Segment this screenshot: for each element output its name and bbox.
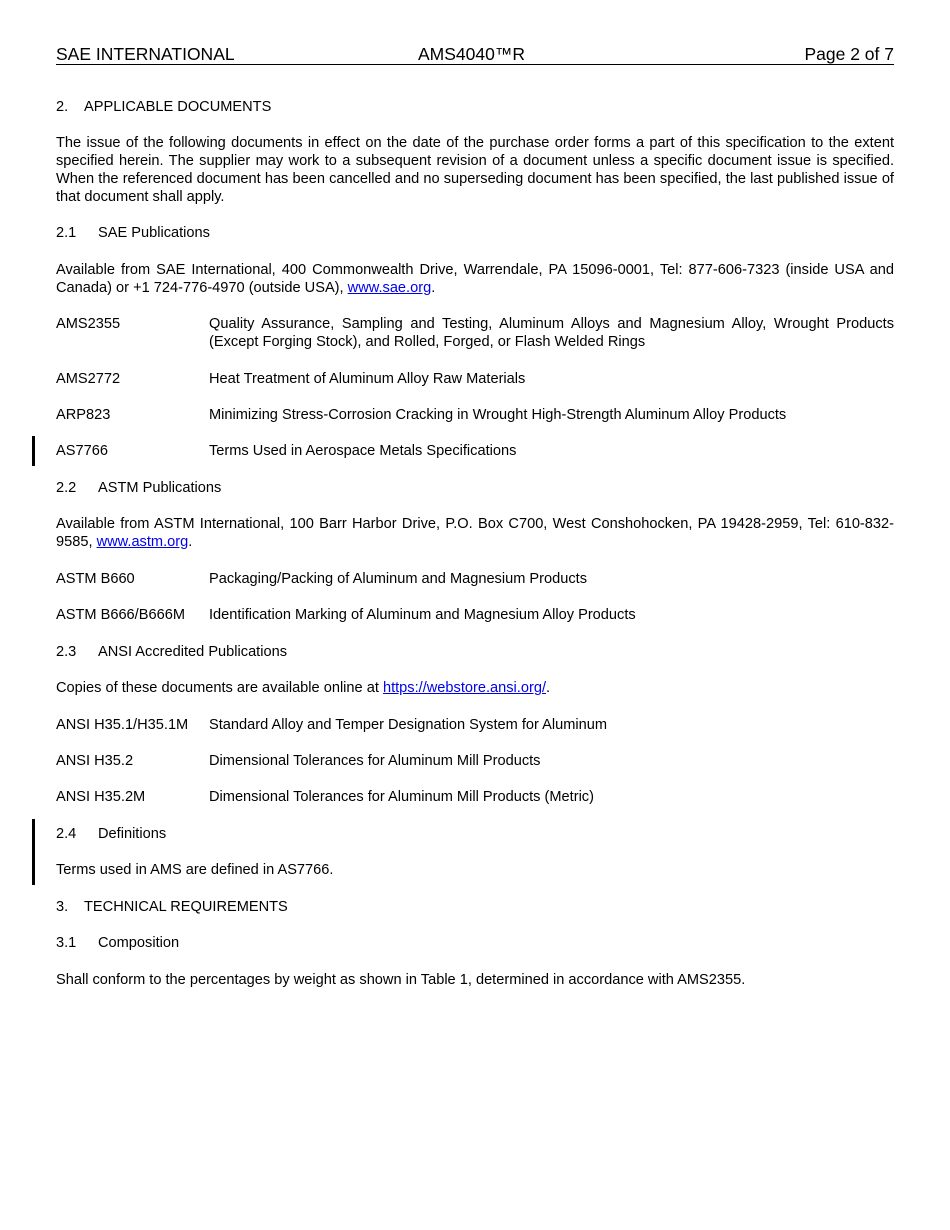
subsection-2-4-heading — [56, 825, 894, 843]
reference-title: Dimensional Tolerances for Aluminum Mill Products (Metric) — [209, 789, 594, 805]
availability-end: . — [431, 280, 436, 296]
sae-website-link[interactable]: www.sae.org — [347, 280, 432, 296]
astm-availability — [56, 515, 894, 551]
reference-code: AS7766 — [56, 443, 108, 459]
reference-code: ANSI H35.1/H35.1M — [56, 717, 189, 733]
subsection-number: 2.3 — [56, 644, 77, 660]
availability-end: . — [188, 534, 193, 550]
ansi-webstore-link[interactable]: https://webstore.ansi.org/ — [382, 680, 546, 696]
definitions-text: Terms used in AMS are defined in AS7766. — [56, 862, 334, 878]
subsection-2-1-heading — [56, 224, 894, 242]
reference-title: Minimizing Stress-Corrosion Cracking in Wrought High-Strength Aluminum Alloy Products — [209, 407, 787, 423]
change-bar — [32, 436, 35, 466]
header-page-number: Page 2 of 7 — [804, 44, 894, 64]
reference-code: AMS2772 — [56, 371, 121, 387]
change-bar — [32, 819, 35, 885]
reference-code: AMS2355 — [56, 316, 121, 332]
availability-text: Copies of these documents are available online at — [56, 680, 383, 696]
reference-title: Terms Used in Aerospace Metals Specifications — [209, 443, 517, 459]
subsection-title: ASTM Publications — [98, 480, 222, 496]
subsection-title: ANSI Accredited Publications — [98, 644, 288, 660]
composition-text: Shall conform to the percentages by weight as shown in Table 1, determined in accordance with AMS2355. — [56, 972, 746, 988]
subsection-2-3-heading — [56, 643, 894, 661]
reference-code: ARP823 — [56, 407, 111, 423]
reference-code: ASTM B666/B666M — [56, 607, 185, 623]
reference-code: ANSI H35.2 — [56, 753, 134, 769]
astm-website-link[interactable]: www.astm.org — [96, 534, 189, 550]
section-title: TECHNICAL REQUIREMENTS — [84, 899, 288, 915]
section-number: 3. — [56, 899, 69, 915]
page-header — [56, 44, 894, 65]
reference-title: Packaging/Packing of Aluminum and Magnesium Products — [209, 571, 588, 587]
subsection-3-1-heading — [56, 934, 894, 952]
subsection-title: SAE Publications — [98, 225, 210, 241]
header-document-id: AMS4040™R — [418, 44, 525, 64]
sae-availability — [56, 261, 894, 297]
subsection-number: 3.1 — [56, 935, 77, 951]
section-3-heading — [56, 898, 894, 916]
section-2-intro: The issue of the following documents in effect on the date of the purchase order forms a part of this specification to the extent specified herein. The supplier may work to a subsequent revision of a document unless a specific document issue is specified. When the referenced document has been cancelled and no superseding document has been specified, the last published issue of that document shall apply. — [56, 135, 894, 205]
section-2-heading — [56, 98, 894, 116]
availability-text: Available from SAE International, 400 Commonwealth Drive, Warrendale, PA 15096-0001, Tel: 877-606-7323 (inside USA and Canada) or +1 724-776-4970 (outside USA), — [56, 262, 894, 296]
subsection-title: Composition — [98, 935, 180, 951]
reference-code: ANSI H35.2M — [56, 789, 146, 805]
section-number: 2. — [56, 99, 69, 115]
reference-title: Identification Marking of Aluminum and Magnesium Alloy Products — [209, 607, 636, 623]
reference-title: Standard Alloy and Temper Designation System for Aluminum — [209, 717, 608, 733]
subsection-number: 2.4 — [56, 826, 77, 842]
ansi-availability — [56, 679, 894, 697]
subsection-2-2-heading — [56, 479, 894, 497]
header-organization: SAE INTERNATIONAL — [56, 44, 235, 64]
availability-end: . — [546, 680, 551, 696]
reference-title: Quality Assurance, Sampling and Testing, Aluminum Alloys and Magnesium Alloy, Wrought Products (Except Forging Stock), and Rolled, Forged, or Flash Welded Rings — [209, 316, 894, 350]
availability-text: Available from ASTM International, 100 Barr Harbor Drive, P.O. Box C700, West Conshohocken, PA 19428-2959, Tel: 610-832-9585, — [56, 516, 894, 550]
subsection-title: Definitions — [98, 826, 167, 842]
subsection-number: 2.1 — [56, 225, 77, 241]
section-title: APPLICABLE DOCUMENTS — [84, 99, 272, 115]
reference-title: Dimensional Tolerances for Aluminum Mill Products — [209, 753, 541, 769]
reference-title: Heat Treatment of Aluminum Alloy Raw Materials — [209, 371, 526, 387]
subsection-number: 2.2 — [56, 480, 77, 496]
reference-code: ASTM B660 — [56, 571, 135, 587]
